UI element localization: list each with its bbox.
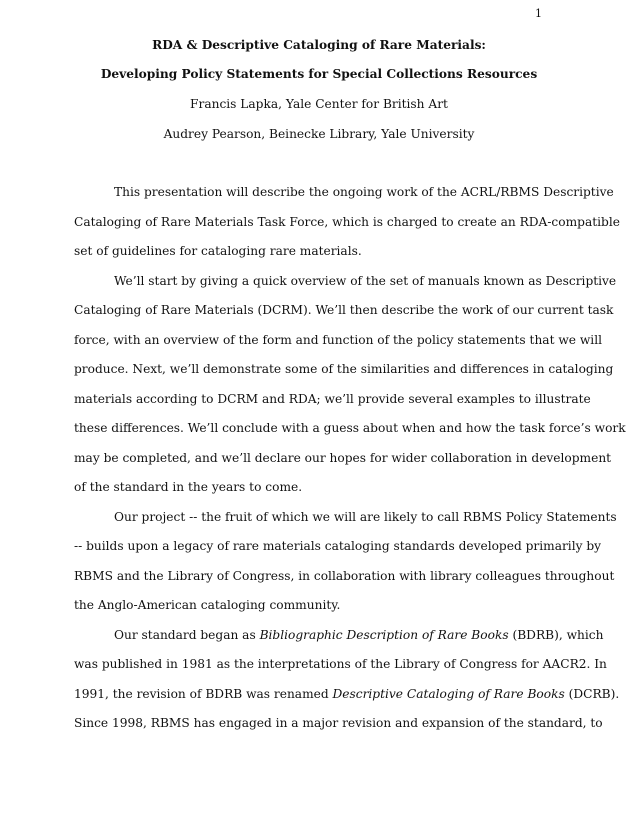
author-line-1: Francis Lapka, Yale Center for British Art — [190, 97, 448, 111]
book-title: Bibliographic Description of Rare Books — [259, 627, 509, 642]
paragraph-line: may be completed, and we’ll declare our hopes for wider collaboration in development — [74, 450, 612, 465]
paragraph-line: -- builds upon a legacy of rare materials cataloging standards developed primarily by — [74, 539, 602, 553]
page-number: 1 — [535, 7, 542, 20]
paragraph-text: Our standard began as — [114, 627, 260, 642]
paragraph-line: Since 1998, RBMS has engaged in a major revision and expansion of the standard, to — [74, 716, 603, 730]
paragraph-line: materials according to DCRM and RDA; we’ll provide several examples to illustrate — [74, 391, 591, 406]
paragraph-text: 1991, the revision of BDRB was renamed — [74, 686, 333, 701]
paragraph-2 — [74, 267, 626, 503]
paragraph-line: Cataloging of Rare Materials Task Force, which is charged to create an RDA-compatible — [74, 214, 620, 229]
paragraph-line: the Anglo-American cataloging community. — [74, 598, 341, 612]
paragraph-line — [74, 621, 604, 651]
paragraph-line: produce. Next, we’ll demonstrate some of the similarities and differences in cataloging — [74, 362, 614, 376]
paragraph-line — [74, 680, 620, 710]
paragraph-1 — [74, 178, 620, 267]
document-body — [74, 178, 626, 739]
paragraph-line: of the standard in the years to come. — [74, 480, 303, 494]
paragraph-text: (DCRB). — [564, 686, 620, 701]
paragraph-line: RBMS and the Library of Congress, in collaboration with library colleagues throughout — [74, 568, 615, 583]
book-title: Descriptive Cataloging of Rare Books — [332, 686, 565, 701]
paragraph-line: these differences. We’ll conclude with a guess about when and how the task force’s work — [74, 421, 626, 435]
author-line-2: Audrey Pearson, Beinecke Library, Yale University — [163, 127, 475, 141]
paragraph-text: (BDRB), which — [508, 627, 604, 642]
paragraph-line: Our project -- the fruit of which we will are likely to call RBMS Policy Statements — [114, 509, 617, 524]
paragraph-3 — [74, 503, 617, 621]
paragraph-line: was published in 1981 as the interpretations of the Library of Congress for AACR2. In — [74, 657, 607, 671]
paragraph-line: This presentation will describe the ongoing work of the ACRL/RBMS Descriptive — [114, 185, 614, 199]
paragraph-4 — [74, 621, 620, 739]
paragraph-line: set of guidelines for cataloging rare materials. — [74, 244, 362, 258]
document-title-line-2: Developing Policy Statements for Special Collections Resources — [100, 67, 538, 81]
paragraph-line: force, with an overview of the form and function of the policy statements that we will — [74, 332, 602, 347]
paragraph-line: We’ll start by giving a quick overview of the set of manuals known as Descriptive — [114, 273, 617, 288]
document-title-line-1: RDA & Descriptive Cataloging of Rare Materials: — [152, 38, 486, 52]
paragraph-line: Cataloging of Rare Materials (DCRM). We’ll then describe the work of our current task — [74, 303, 614, 317]
